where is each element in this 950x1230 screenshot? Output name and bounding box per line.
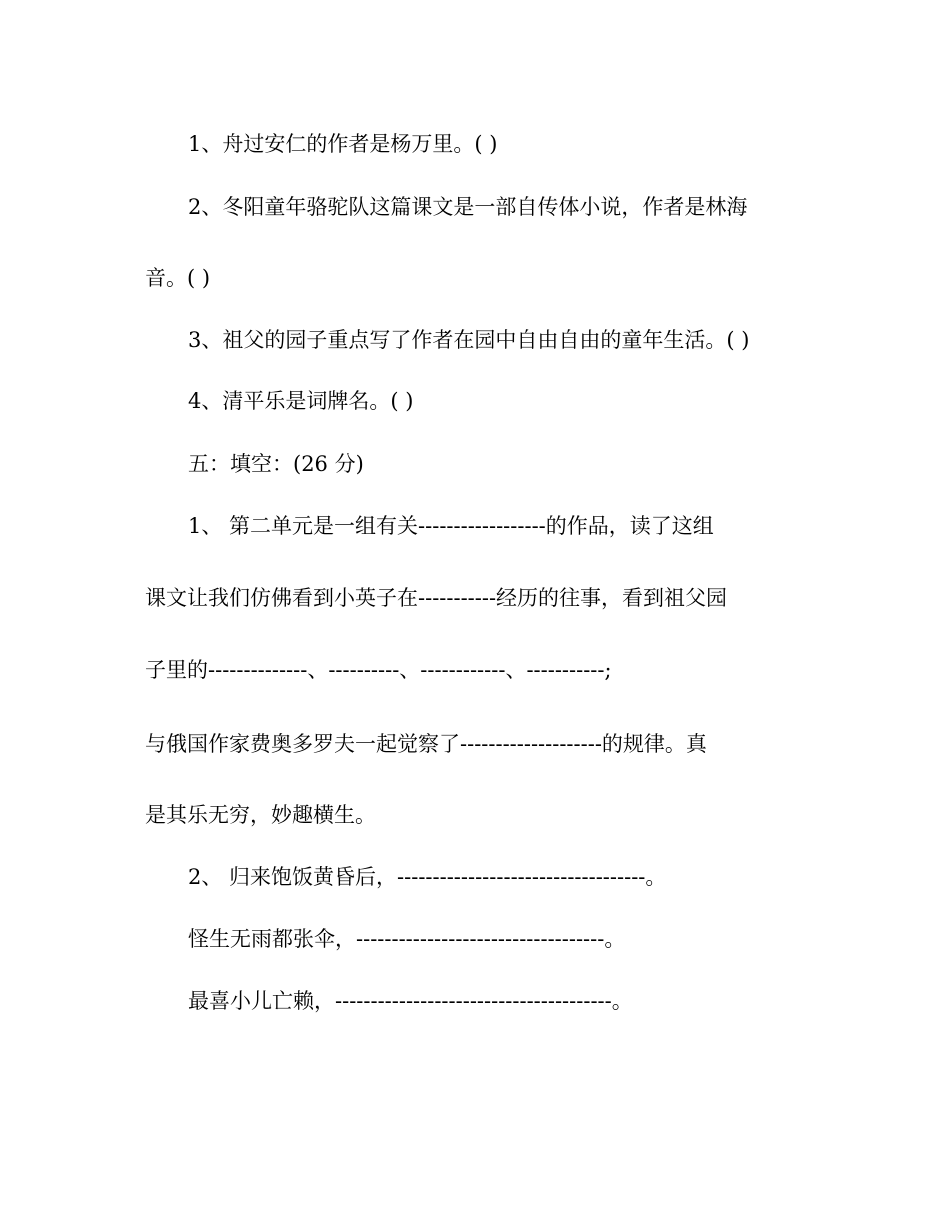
true-false-item-1: 1、舟过安仁的作者是杨万里。( ) bbox=[188, 132, 498, 156]
fill-in-item-1-line-2: 课文让我们仿佛看到小英子在-----------经历的往事，看到祖父园 bbox=[145, 586, 728, 610]
fill-in-item-1-line-4: 与俄国作家费奥多罗夫一起觉察了--------------------的规律。真 bbox=[145, 732, 707, 756]
true-false-item-4: 4、清平乐是词牌名。( ) bbox=[188, 389, 414, 413]
fill-in-item-2-line-2: 怪生无雨都张伞，-----------------------------------。 bbox=[188, 927, 626, 951]
fill-in-item-2-line-3: 最喜小儿亡赖，---------------------------------------。 bbox=[188, 989, 633, 1013]
true-false-item-2: 2、冬阳童年骆驼队这篇课文是一部自传体小说，作者是林海 bbox=[188, 195, 748, 219]
fill-in-item-1-line-3: 子里的--------------、----------、------------、-----------; bbox=[145, 658, 612, 682]
fill-in-item-1-line-5: 是其乐无穷，妙趣横生。 bbox=[145, 803, 376, 827]
true-false-item-3: 3、祖父的园子重点写了作者在园中自由自由的童年生活。( ) bbox=[188, 328, 750, 352]
fill-in-item-2: 2、 归来饱饭黄昏后，-----------------------------------。 bbox=[188, 865, 667, 889]
true-false-item-2-continued: 音。( ) bbox=[145, 266, 211, 290]
section-heading-fill-in: 五：填空：(26 分) bbox=[188, 452, 364, 476]
fill-in-item-1: 1、 第二单元是一组有关------------------的作品，读了这组 bbox=[188, 514, 714, 538]
